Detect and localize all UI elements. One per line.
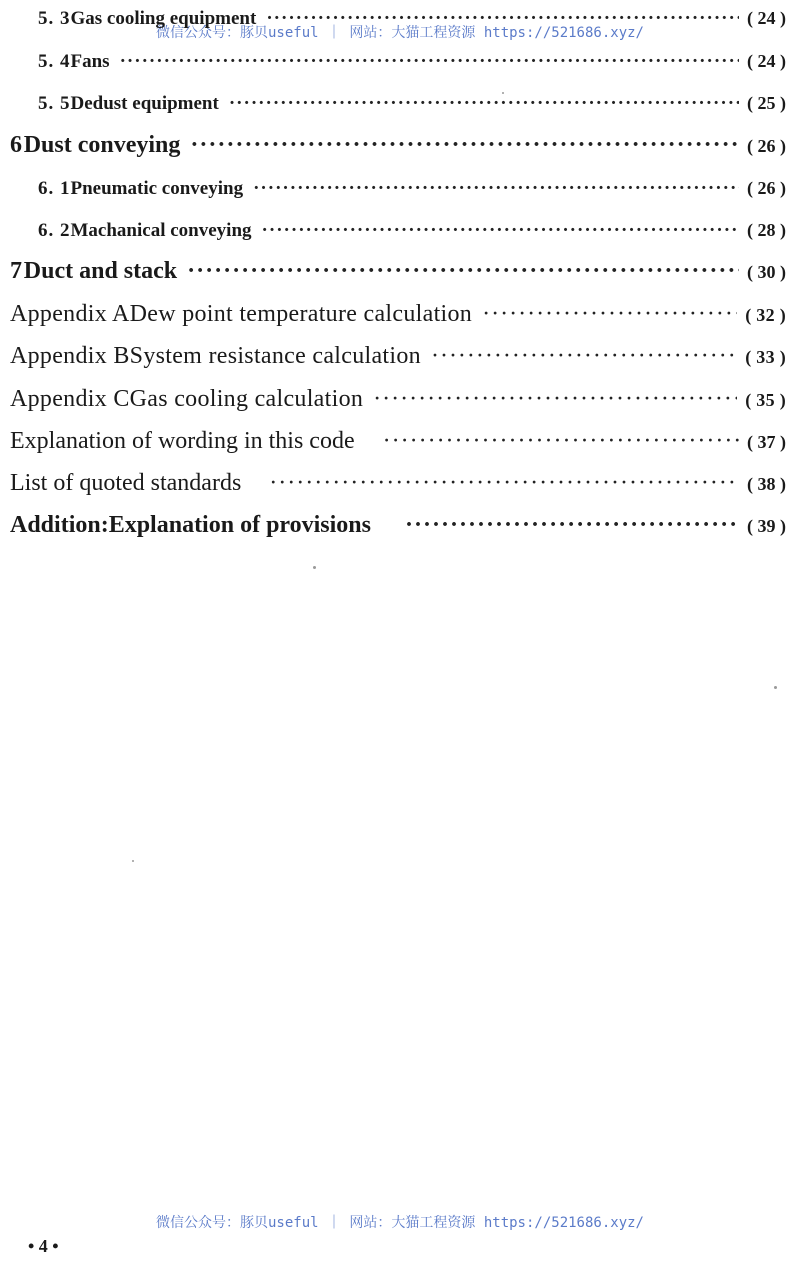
toc-title: Addition:Explanation of provisions xyxy=(10,512,371,538)
toc-page: ( 25 ) xyxy=(747,93,786,113)
dot-leader xyxy=(229,93,739,115)
toc-number: Appendix C xyxy=(10,386,130,412)
toc-entry-quoted-standards[interactable] xyxy=(0,470,800,497)
toc-number: 5. 4 xyxy=(38,51,71,72)
toc-number: 6. 1 xyxy=(38,178,71,199)
toc-entry-6-2[interactable] xyxy=(0,220,800,242)
toc-entry-appendix-a[interactable] xyxy=(0,301,800,328)
dot-leader xyxy=(431,343,737,370)
toc-title: Dedust equipment xyxy=(70,93,219,114)
toc-title: Duct and stack xyxy=(23,258,178,284)
dot-leader xyxy=(120,51,739,73)
toc-page: ( 26 ) xyxy=(747,136,786,156)
toc-page: ( 30 ) xyxy=(747,262,786,282)
toc-page: ( 33 ) xyxy=(745,347,786,367)
toc-title: Pneumatic conveying xyxy=(70,178,244,199)
dot-leader xyxy=(373,386,737,413)
scan-speck xyxy=(132,860,134,862)
dot-leader xyxy=(482,301,737,328)
watermark-top: 微信公众号：豚贝useful ｜ 网站：大猫工程资源 https://521686.xyz/ xyxy=(155,25,644,41)
toc-entry-addition[interactable] xyxy=(0,512,800,539)
toc-page: ( 24 ) xyxy=(747,51,786,71)
dot-leader xyxy=(383,428,739,455)
toc-number: 6. 2 xyxy=(38,220,71,241)
toc-entry-5-3[interactable] xyxy=(0,8,800,30)
toc-entry-chapter-7[interactable] xyxy=(0,258,800,285)
toc-title: Gas cooling equipment xyxy=(70,8,257,29)
watermark-bottom: 微信公众号：豚贝useful ｜ 网站：大猫工程资源 https://521686.xyz/ xyxy=(155,1215,644,1231)
dot-leader xyxy=(253,178,739,200)
dot-leader xyxy=(266,8,739,30)
page-number: • 4 • xyxy=(28,1236,59,1256)
toc-entry-explanation-of-wording[interactable] xyxy=(0,428,800,455)
dot-leader xyxy=(262,220,739,242)
toc-title: System resistance calculation xyxy=(129,343,421,369)
toc-title: Machanical conveying xyxy=(70,220,252,241)
toc-page: ( 37 ) xyxy=(747,432,786,452)
scan-speck xyxy=(313,566,316,569)
toc-title: Explanation of wording in this code xyxy=(10,428,355,454)
toc-page: ( 35 ) xyxy=(745,390,786,410)
toc-number: 5. 5 xyxy=(38,93,71,114)
toc-number: Appendix B xyxy=(10,343,130,369)
toc-entry-5-4[interactable] xyxy=(0,51,800,73)
toc-title: Gas cooling calculation xyxy=(129,386,364,412)
toc-number: Appendix A xyxy=(10,301,130,327)
dot-leader xyxy=(190,132,739,159)
toc-title: Dew point temperature calculation xyxy=(129,301,473,327)
toc-entry-appendix-c[interactable] xyxy=(0,386,800,413)
dot-leader xyxy=(187,258,739,285)
toc-title: Fans xyxy=(70,51,110,72)
toc-page: ( 26 ) xyxy=(747,178,786,198)
toc-number: 7 xyxy=(10,258,22,284)
toc-title: List of quoted standards xyxy=(10,470,242,496)
dot-leader xyxy=(405,512,739,539)
toc-page: ( 24 ) xyxy=(747,8,786,28)
toc-entry-appendix-b[interactable] xyxy=(0,343,800,370)
scan-speck xyxy=(502,92,504,94)
toc-page: ( 28 ) xyxy=(747,220,786,240)
scan-speck xyxy=(774,686,777,689)
toc-entry-6-1[interactable] xyxy=(0,178,800,200)
toc-entry-chapter-6[interactable] xyxy=(0,132,800,159)
toc-number: 6 xyxy=(10,132,22,158)
toc-page: ( 32 ) xyxy=(745,305,786,325)
toc-page: ( 39 ) xyxy=(747,516,786,536)
toc-entry-5-5[interactable] xyxy=(0,93,800,115)
toc-title: Dust conveying xyxy=(23,132,181,158)
dot-leader xyxy=(269,470,739,497)
toc-page: ( 38 ) xyxy=(747,474,786,494)
toc-number: 5. 3 xyxy=(38,8,71,29)
